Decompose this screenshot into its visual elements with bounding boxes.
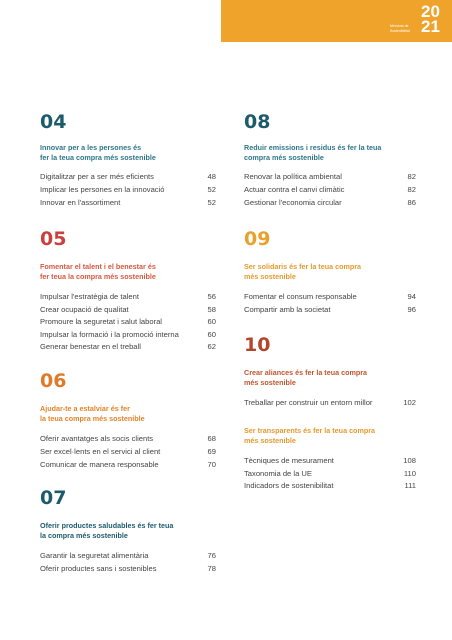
toc-entry[interactable] <box>244 198 416 208</box>
toc-page: 82 <box>407 172 416 181</box>
section-title-line: la teua compra més sostenible <box>40 414 145 423</box>
toc-entry[interactable] <box>244 292 416 302</box>
toc-page: 78 <box>207 564 216 573</box>
toc-entry[interactable] <box>244 398 416 408</box>
toc-page: 111 <box>404 481 416 490</box>
year-top: 20 <box>421 2 440 21</box>
toc-label: Crear ocupació de qualitat <box>40 305 129 314</box>
section-title-line: Ajudar-te a estalviar és fer <box>40 404 130 413</box>
toc-label: Taxonomia de la UE <box>244 469 312 478</box>
toc-page: 52 <box>207 198 216 207</box>
section-title-08 <box>244 143 414 163</box>
toc-entry[interactable] <box>40 564 216 574</box>
section-title-06 <box>40 404 210 424</box>
toc-label: Actuar contra el canvi climàtic <box>244 185 345 194</box>
toc-label: Treballar per construir un entorn millor <box>244 398 373 407</box>
section-title-line: Ser solidaris és fer la teua compra <box>244 262 362 271</box>
toc-page: 102 <box>403 398 416 407</box>
toc-entry[interactable] <box>244 305 416 315</box>
toc-entry[interactable] <box>40 434 216 444</box>
toc-page: 56 <box>207 292 216 301</box>
section-title-line: més sostenible <box>244 272 296 281</box>
toc-page: 68 <box>207 434 216 443</box>
section-number-07: 07 <box>40 487 67 509</box>
toc-page: 69 <box>207 447 216 456</box>
section-number-05: 05 <box>40 228 67 250</box>
toc-entry[interactable] <box>40 317 216 327</box>
toc-page: 94 <box>407 292 416 301</box>
toc-entry[interactable] <box>40 551 216 561</box>
toc-page: 52 <box>207 185 216 194</box>
toc-entry[interactable] <box>40 172 216 182</box>
toc-label: Oferir productes sans i sostenibles <box>40 564 157 573</box>
header-banner <box>221 0 452 42</box>
toc-page: 60 <box>207 330 216 339</box>
toc-label: Garantir la seguretat alimentària <box>40 551 149 560</box>
section-title-05 <box>40 262 210 282</box>
toc-page: 96 <box>407 305 416 314</box>
toc-page: 58 <box>207 305 216 314</box>
section-title-07 <box>40 521 210 541</box>
toc-label: Promoure la seguretat i salut laboral <box>40 317 162 326</box>
toc-entry[interactable] <box>244 172 416 182</box>
toc-entry[interactable] <box>40 185 216 195</box>
toc-entry[interactable] <box>40 342 216 352</box>
toc-page: 62 <box>207 342 216 351</box>
section-title-line: més sostenible <box>244 436 296 445</box>
toc-entry[interactable] <box>40 447 216 457</box>
toc-entry[interactable] <box>40 460 216 470</box>
section-title-line: Ser transparents és fer la teua compra <box>244 426 376 435</box>
section-title-09 <box>244 262 414 282</box>
toc-page: 76 <box>207 551 216 560</box>
toc-entry[interactable] <box>40 292 216 302</box>
section-title-transparency <box>244 426 414 446</box>
toc-page: 82 <box>407 185 416 194</box>
toc-entry[interactable] <box>244 469 416 479</box>
section-title-04 <box>40 143 210 163</box>
toc-label: Renovar la política ambiental <box>244 172 342 181</box>
section-title-line: Oferir productes saludables és fer teua <box>40 521 174 530</box>
toc-page: 86 <box>407 198 416 207</box>
section-number-04: 04 <box>40 111 67 133</box>
toc-page: 60 <box>207 317 216 326</box>
section-title-10 <box>244 368 414 388</box>
section-title-line: Crear aliances és fer la teua compra <box>244 368 368 377</box>
section-title-line: fer la teua compra més sostenible <box>40 153 156 162</box>
toc-page: 108 <box>403 456 416 465</box>
toc-label: Generar benestar en el treball <box>40 342 141 351</box>
section-title-line: Fomentar el talent i el benestar és <box>40 262 156 271</box>
toc-entry[interactable] <box>40 305 216 315</box>
toc-entry[interactable] <box>244 456 416 466</box>
toc-page: 48 <box>207 172 216 181</box>
toc-label: Implicar les persones en la innovació <box>40 185 165 194</box>
section-title-line: la compra més sostenible <box>40 531 128 540</box>
toc-entry[interactable] <box>40 198 216 208</box>
toc-label: Oferir avantatges als socis clients <box>40 434 154 443</box>
section-number-06: 06 <box>40 370 67 392</box>
header-year <box>421 4 440 34</box>
toc-label: Compartir amb la societat <box>244 305 331 314</box>
section-title-line: compra més sostenible <box>244 153 324 162</box>
toc-entry[interactable] <box>40 330 216 340</box>
toc-label: Digitalitzar per a ser més eficients <box>40 172 154 181</box>
toc-label: Impulsar l'estratègia de talent <box>40 292 139 301</box>
section-number-08: 08 <box>244 111 271 133</box>
section-title-line: Reduir emissions i residus és fer la teua <box>244 143 382 152</box>
section-number-09: 09 <box>244 228 271 250</box>
section-number-10: 10 <box>244 334 271 356</box>
toc-page: 110 <box>403 469 416 478</box>
toc-label: Fomentar el consum responsable <box>244 292 357 301</box>
section-title-line: fer teua la compra més sostenible <box>40 272 156 281</box>
toc-entry[interactable] <box>244 481 416 491</box>
toc-label: Indicadors de sostenibilitat <box>244 481 334 490</box>
toc-label: Innovar en l'assortiment <box>40 198 121 207</box>
toc-label: Ser excel·lents en el servici al client <box>40 447 161 456</box>
section-title-line: Innovar per a les persones és <box>40 143 142 152</box>
toc-page: 70 <box>207 460 216 469</box>
section-title-line: més sostenible <box>244 378 296 387</box>
toc-label: Tècniques de mesurament <box>244 456 334 465</box>
toc-entry[interactable] <box>244 185 416 195</box>
toc-label: Gestionar l'economia circular <box>244 198 342 207</box>
toc-label: Impulsar la formació i la promoció interna <box>40 330 179 339</box>
toc-label: Comunicar de manera responsable <box>40 460 159 469</box>
year-bottom: 21 <box>421 17 440 36</box>
header-caption: Memòria de Sostenibilitat <box>390 24 410 33</box>
